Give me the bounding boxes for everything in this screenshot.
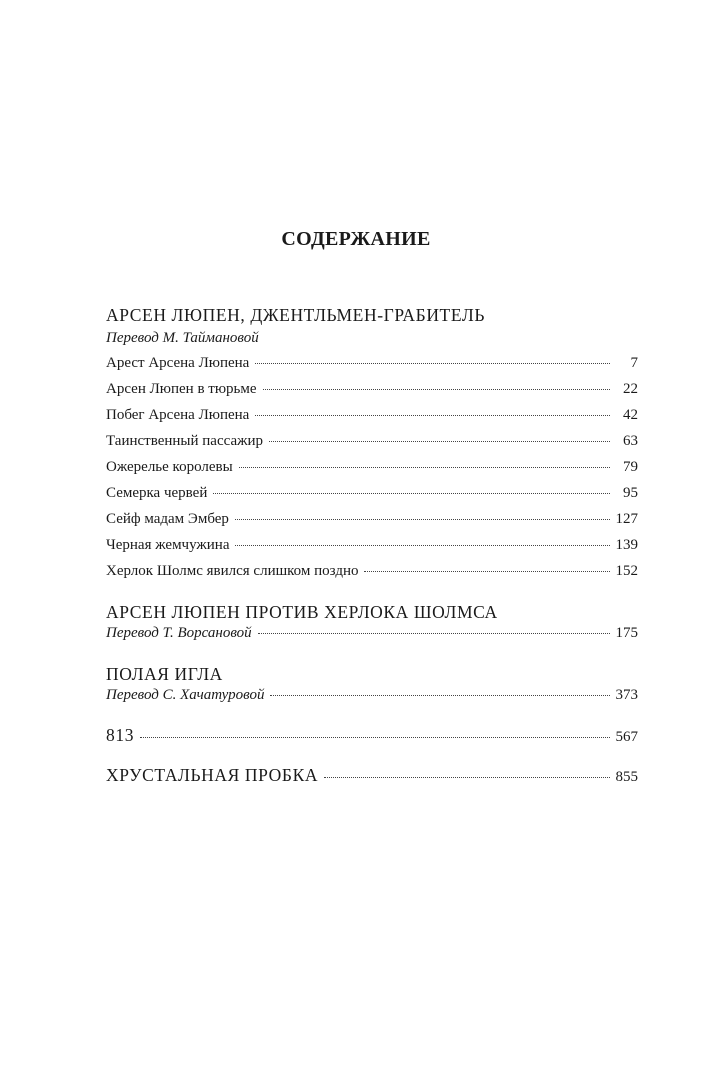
toc-entry-page: 22: [623, 381, 638, 397]
toc-entry[interactable]: [106, 354, 638, 372]
dot-leader: [255, 415, 610, 416]
toc-entry-page: 127: [615, 511, 638, 527]
toc-entry-title: Семерка червей: [106, 485, 208, 501]
dot-leader: [269, 441, 610, 442]
toc-entry[interactable]: [106, 432, 638, 450]
dot-leader: [255, 363, 610, 364]
part-heading-3: ПОЛАЯ ИГЛА: [106, 664, 223, 684]
part-heading-2: АРСЕН ЛЮПЕН ПРОТИВ ХЕРЛОКА ШОЛМСА: [106, 602, 498, 622]
toc-entry[interactable]: [106, 458, 638, 476]
dot-leader: [239, 467, 610, 468]
toc-entry-page: 175: [615, 625, 638, 641]
toc-entry[interactable]: [106, 406, 638, 424]
toc-entry-title: Таинственный пассажир: [106, 433, 264, 449]
part-heading-1: АРСЕН ЛЮПЕН, ДЖЕНТЛЬМЕН-ГРАБИТЕЛЬ: [106, 305, 486, 325]
dot-leader: [213, 493, 610, 494]
dot-leader: [258, 633, 610, 634]
dot-leader: [263, 389, 610, 390]
toc-entry-page: 95: [623, 485, 638, 501]
page-title: СОДЕРЖАНИЕ: [281, 228, 431, 250]
toc-entry-page: 7: [630, 355, 638, 371]
toc-entry-page: 152: [615, 563, 638, 579]
toc-entry-page: 79: [623, 459, 638, 475]
toc-entry-title: Арест Арсена Люпена: [106, 355, 250, 371]
toc-entry-title: Арсен Люпен в тюрьме: [106, 381, 257, 397]
toc-entry-page: 567: [615, 729, 638, 745]
toc-entry-title: Черная жемчужина: [106, 537, 230, 553]
toc-entry[interactable]: [106, 766, 638, 784]
dot-leader: [140, 737, 609, 738]
toc-entry[interactable]: [106, 536, 638, 554]
part-translator-2: Перевод Т. Ворсановой: [106, 625, 252, 641]
toc-entry[interactable]: [106, 686, 638, 704]
part-translator-1: Перевод М. Таймановой: [106, 330, 259, 346]
toc-entry[interactable]: [106, 726, 638, 744]
toc-entry[interactable]: [106, 562, 638, 580]
toc-entry-page: 373: [615, 687, 638, 703]
part-translator-3: Перевод С. Хачатуровой: [106, 687, 265, 703]
toc-entry[interactable]: [106, 624, 638, 642]
dot-leader: [235, 545, 609, 546]
toc-entry[interactable]: [106, 510, 638, 528]
toc-entry-title: Ожерелье королевы: [106, 459, 233, 475]
toc-entry[interactable]: [106, 484, 638, 502]
toc-entry-page: 63: [623, 433, 638, 449]
toc-entry-page: 139: [615, 537, 638, 553]
toc-entry-page: 855: [615, 769, 638, 785]
part-heading-4: 813: [106, 725, 135, 745]
toc-entry-title: Сейф мадам Эмбер: [106, 511, 229, 527]
toc-entry-title: Побег Арсена Люпена: [106, 407, 250, 423]
toc-entry-page: 42: [623, 407, 638, 423]
dot-leader: [324, 777, 609, 778]
dot-leader: [364, 571, 609, 572]
dot-leader: [235, 519, 610, 520]
toc-entry[interactable]: [106, 380, 638, 398]
toc-entry-title: Херлок Шолмс явился слишком поздно: [106, 563, 359, 579]
part-heading-5: ХРУСТАЛЬНАЯ ПРОБКА: [106, 765, 319, 785]
dot-leader: [270, 695, 609, 696]
